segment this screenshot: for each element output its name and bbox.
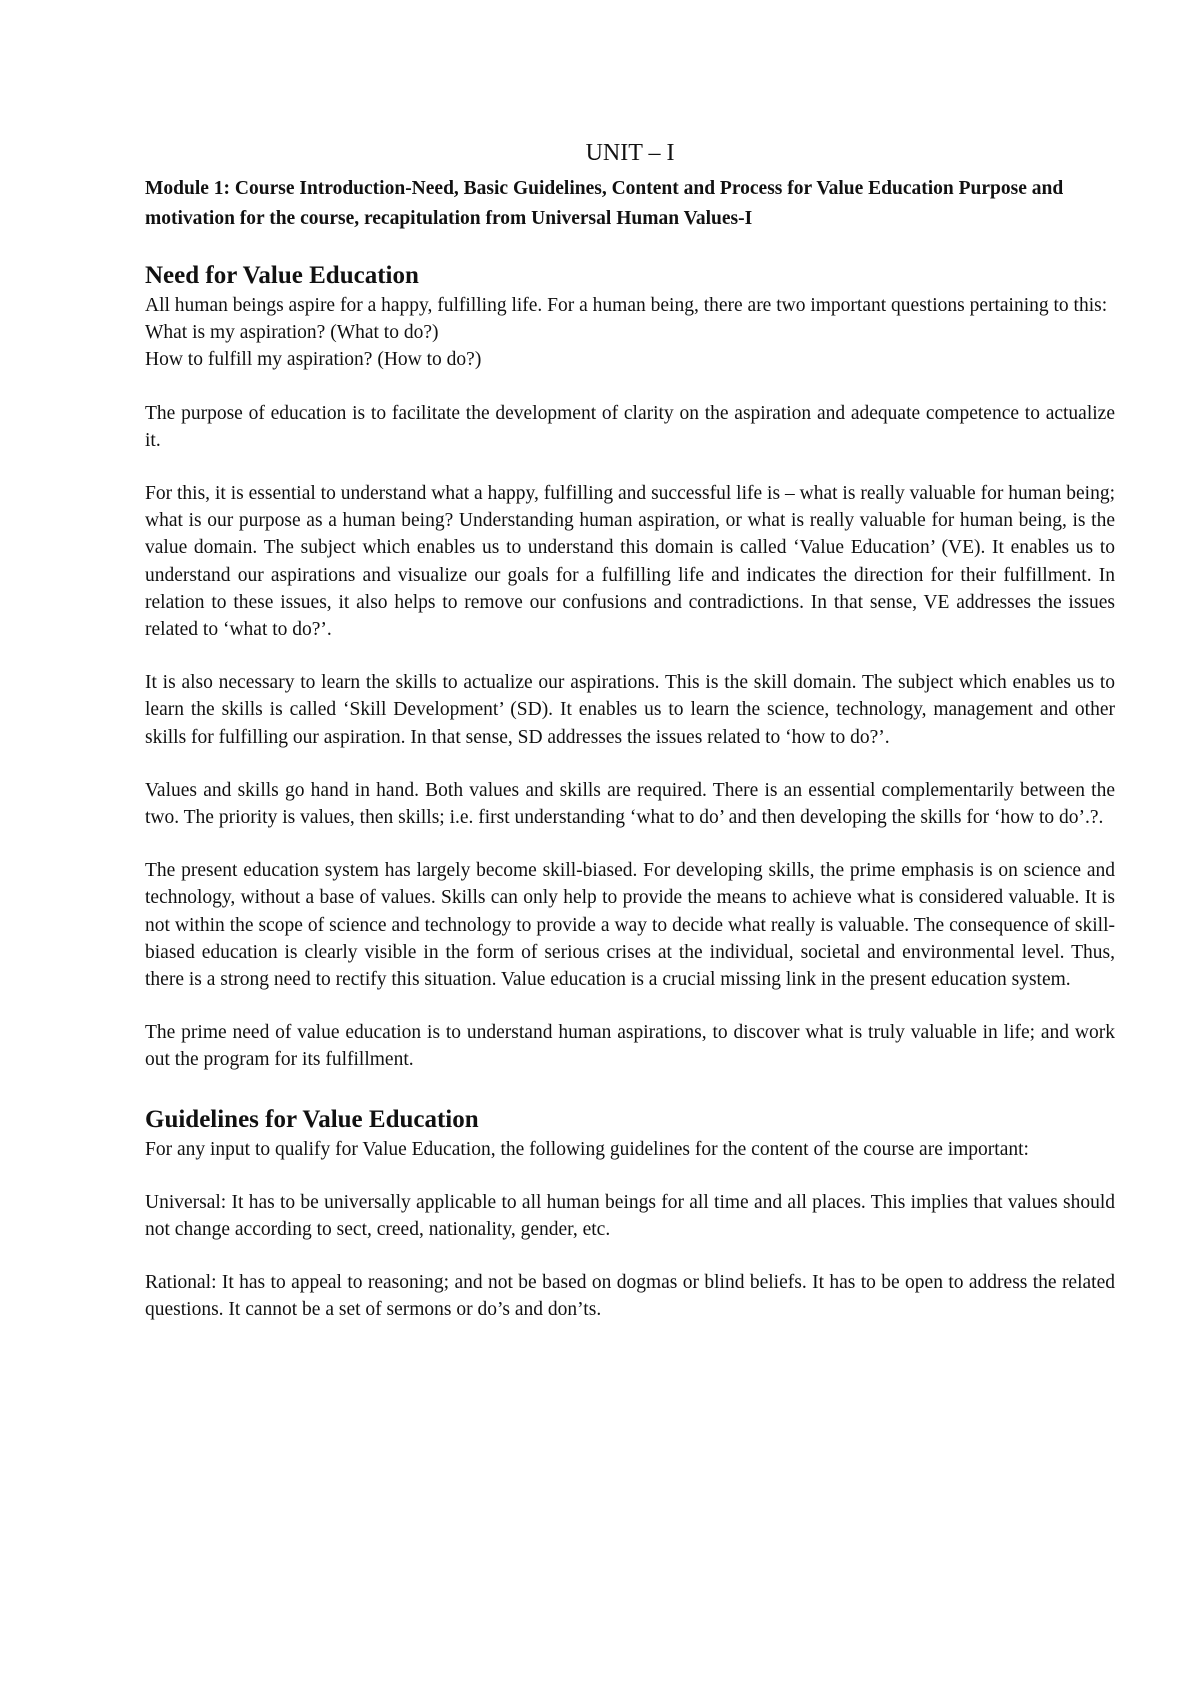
section-heading-guidelines: Guidelines for Value Education xyxy=(145,1105,479,1133)
document-page xyxy=(145,138,1115,1324)
purpose-paragraph: The purpose of education is to facilitate the development of clarity on the aspiration and adequate competence to actualize it. xyxy=(145,402,1115,451)
section-heading-need: Need for Value Education xyxy=(145,262,419,289)
prime-need-paragraph: The prime need of value education is to understand human aspirations, to discover what is truly valuable in life; and work out the program for its fulfillment. xyxy=(145,1022,1115,1071)
need-intro-paragraph: All human beings aspire for a happy, fulfilling life. For a human being, there are two important questions pertaining to this: xyxy=(145,295,1108,316)
skill-biased-paragraph: The present education system has largely become skill-biased. For developing skills, the prime emphasis is on science and technology, without a base of values. Skills can only help to provide the means to achieve what is considered valuable. It is not within the scope of science and technology to provide a way to decide what really is valuable. The consequence of skill-biased education is clearly visible in the form of serious crises at the individual, societal and environmental level. Thus, there is a strong need to rectify this situation. Value education is a crucial missing link in the present education system. xyxy=(145,860,1115,991)
skill-domain-paragraph: It is also necessary to learn the skills to actualize our aspirations. This is the skill domain. The subject which enables us to learn the skills is called ‘Skill Development’ (SD). It enables us to learn the science, technology, management and other skills for fulfilling our aspiration. In that sense, SD addresses the issues related to ‘how to do?’. xyxy=(145,672,1115,748)
module-title: Module 1: Course Introduction-Need, Basic Guidelines, Content and Process for Value Education Purpose and motivation for the course, recapitulation from Universal Human Values-I xyxy=(145,178,1064,229)
guidelines-intro-paragraph: For any input to qualify for Value Education, the following guidelines for the content of the course are important: xyxy=(145,1138,1029,1160)
value-domain-paragraph: For this, it is essential to understand what a happy, fulfilling and successful life is – what is really valuable for human being; what is our purpose as a human being? Understanding human aspiration, or what is really valuable for human being, is the value domain. The subject which enables us to understand this domain is called ‘Value Education’ (VE). It enables us to understand our aspirations and visualize our goals for a fulfilling life and indicates the direction for their fulfillment. In relation to these issues, it also helps to remove our confusions and contradictions. In that sense, VE addresses the issues related to ‘what to do?’. xyxy=(145,483,1115,641)
hand-in-hand-paragraph: Values and skills go hand in hand. Both values and skills are required. There is an essential complementarily between the two. The priority is values, then skills; i.e. first understanding ‘what to do’ and then developing the skills for ‘how to do’.?. xyxy=(145,779,1115,829)
question-how-to-do: How to fulfill my aspiration? (How to do?) xyxy=(145,349,482,371)
unit-title: UNIT – I xyxy=(585,140,675,166)
rational-paragraph: Rational: It has to appeal to reasoning; and not be based on dogmas or blind beliefs. It has to be open to address the related questions. It cannot be a set of sermons or do’s and don’ts. xyxy=(145,1272,1115,1321)
question-what-to-do: What is my aspiration? (What to do?) xyxy=(145,322,439,344)
universal-paragraph: Universal: It has to be universally applicable to all human beings for all time and all places. This implies that values should not change according to sect, creed, nationality, gender, etc. xyxy=(145,1191,1115,1241)
